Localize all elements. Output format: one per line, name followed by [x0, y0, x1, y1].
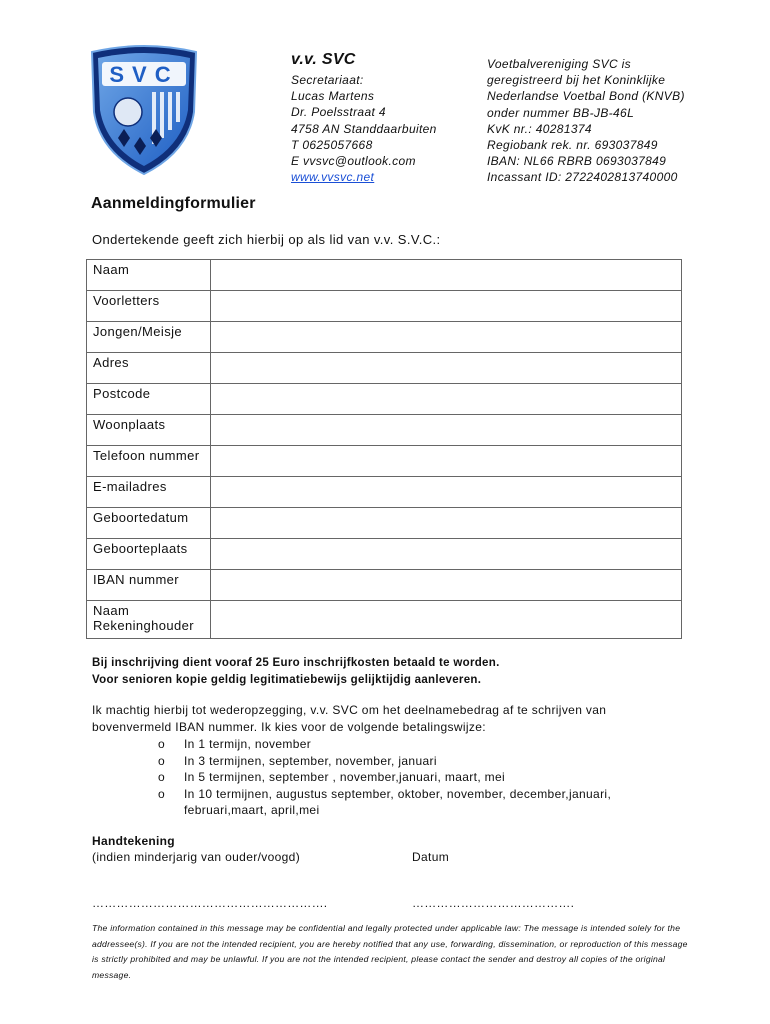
table-row	[87, 539, 682, 570]
field-label: Telefoon nummer	[87, 446, 211, 477]
logo-lion	[114, 98, 142, 126]
contact-line: Lucas Martens	[291, 89, 375, 104]
table-row	[87, 353, 682, 384]
field-input[interactable]	[211, 353, 682, 384]
field-label-line: Naam	[93, 603, 130, 618]
payment-options	[148, 736, 684, 819]
field-input[interactable]	[211, 415, 682, 446]
field-label: Geboorteplaats	[87, 539, 211, 570]
field-input[interactable]	[211, 477, 682, 508]
registration-line: Regiobank rek. nr. 693037849	[487, 138, 658, 153]
table-row	[87, 322, 682, 353]
mandate-text	[92, 702, 606, 735]
contact-line: Secretariaat:	[291, 73, 364, 87]
field-label-line: Rekeninghouder	[93, 618, 195, 633]
payment-option[interactable]: o In 3 termijnen, september, november, januari	[148, 753, 684, 770]
field-label: Naam	[87, 260, 211, 291]
registration-line: Voetbalvereniging SVC is	[487, 57, 632, 71]
field-input[interactable]	[211, 260, 682, 291]
field-label: IBAN nummer	[87, 570, 211, 601]
club-title: v.v. SVC	[291, 51, 356, 68]
field-label: E-mailadres	[87, 477, 211, 508]
registration-line: onder nummer BB-JB-46L	[487, 105, 635, 120]
signature-line[interactable]: ………………………………………………….	[92, 896, 328, 910]
field-label: Postcode	[87, 384, 211, 415]
disclaimer: The information contained in this message may be confidential and legally protected under applicable law: The message is intended solely for the addressee(s). If you are not the intended recipient, you are hereby notified that any use, forwarding, dissemination, or reproduction of this message is strictly prohibited and may be unlawful. If you are not the intended recipient, please contact the sender and destroy all copies of the original message.	[92, 923, 688, 981]
notes	[92, 655, 500, 688]
field-input[interactable]	[211, 539, 682, 570]
field-label: Geboortedatum	[87, 508, 211, 539]
field-input[interactable]	[211, 446, 682, 477]
date-label: Datum	[412, 850, 450, 864]
registration-line: IBAN: NL66 RBRB 0693037849	[487, 154, 667, 169]
note-line: Bij inschrijving dient vooraf 25 Euro inschrijfkosten betaald te worden.	[92, 657, 500, 669]
table-row	[87, 570, 682, 601]
contact-block	[291, 72, 437, 185]
signature-heading: Handtekening	[92, 834, 175, 848]
contact-line: 4758 AN Standdaarbuiten	[291, 121, 437, 136]
payment-option[interactable]: o In 1 termijn, november	[148, 736, 684, 753]
table-row	[87, 601, 682, 639]
field-input[interactable]	[211, 322, 682, 353]
form-title: Aanmeldingformulier	[91, 195, 256, 212]
field-input[interactable]	[211, 570, 682, 601]
date-line[interactable]: ………………………………….	[412, 896, 575, 910]
table-row	[87, 508, 682, 539]
field-label: Jongen/Meisje	[87, 322, 211, 353]
registration-line: KvK nr.: 40281374	[487, 121, 592, 136]
field-label: Woonplaats	[87, 415, 211, 446]
payment-option[interactable]: o In 10 termijnen, augustus september, oktober, november, december,januari, februari,maart, april,mei	[148, 786, 684, 819]
field-label: Voorletters	[87, 291, 211, 322]
club-logo	[88, 42, 200, 176]
mandate-line: bovenvermeld IBAN nummer. Ik kies voor de volgende betalingswijze:	[92, 719, 486, 734]
note-line: Voor senioren kopie geldig legitimatiebewijs gelijktijdig aanleveren.	[92, 673, 482, 686]
registration-line: Nederlandse Voetbal Bond (KNVB)	[487, 89, 685, 104]
registration-table	[86, 259, 682, 639]
table-row	[87, 260, 682, 291]
website-link[interactable]: www.vvsvc.net	[291, 170, 375, 185]
table-row	[87, 415, 682, 446]
registration-block	[487, 56, 685, 186]
contact-line: T 0625057668	[291, 137, 373, 152]
table-row	[87, 384, 682, 415]
mandate-line: Ik machtig hierbij tot wederopzegging, v.v. SVC om het deelnamebedrag af te schrijven van	[92, 703, 607, 717]
field-input[interactable]	[211, 508, 682, 539]
field-label	[87, 601, 211, 639]
table-row	[87, 446, 682, 477]
signature-subtitle: (indien minderjarig van ouder/voogd)	[92, 850, 301, 864]
registration-line: geregistreerd bij het Koninklijke	[487, 73, 666, 88]
payment-option[interactable]: o In 5 termijnen, september , november,januari, maart, mei	[148, 769, 684, 786]
field-input[interactable]	[211, 291, 682, 322]
table-row	[87, 291, 682, 322]
logo-text: SVC	[109, 62, 179, 87]
contact-line: E vvsvc@outlook.com	[291, 154, 416, 169]
contact-line: Dr. Poelsstraat 4	[291, 105, 386, 120]
registration-line: Incassant ID: 2722402813740000	[487, 170, 678, 185]
field-input[interactable]	[211, 601, 682, 639]
field-label: Adres	[87, 353, 211, 384]
field-input[interactable]	[211, 384, 682, 415]
table-row	[87, 477, 682, 508]
form-intro: Ondertekende geeft zich hierbij op als lid van v.v. S.V.C.:	[92, 232, 441, 247]
